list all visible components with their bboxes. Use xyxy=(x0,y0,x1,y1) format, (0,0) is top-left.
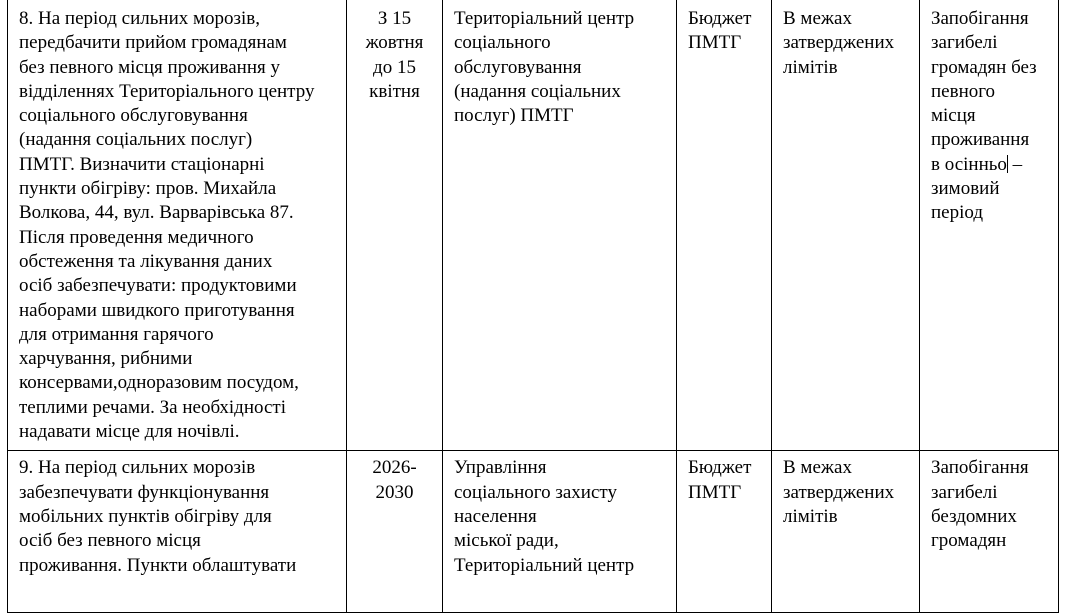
term-cell: З 15 жовтня до 15 квітня xyxy=(347,0,443,451)
table-row xyxy=(8,451,1059,613)
expected-result-text-part-2: – зимовий період xyxy=(931,153,1023,224)
measure-cell: 8. На період сильних морозів, передбачити прийом громадянам без певного місця проживання у відділеннях Територіального центру соціального обслуговування (надання соціальних послуг) ПМТГ. Визначити стаціонарні пункти обігріву: пров. Михайла Волкова, 44, вул. Варварівська 87. Після проведення медичного обстеження та лікування даних осіб забезпечувати: продуктовими наборами швидкого приготування для отримання гарячого харчування, рибними консервами,одноразовим посудом, теплими речами. За необхідності надавати місце для ночівлі. xyxy=(8,0,347,451)
executor-cell: Територіальний центр соціального обслуговування (надання соціальних послуг) ПМТГ xyxy=(443,0,677,451)
measure-cell: 9. На період сильних морозів забезпечувати функціонування мобільних пунктів обігріву для осіб без певного місця проживання. Пункти облаштувати xyxy=(8,451,347,613)
funding-source-cell: Бюджет ПМТГ xyxy=(677,0,772,451)
funding-amount-cell: В межах затверджених лімітів xyxy=(772,451,920,613)
measures-table xyxy=(7,0,1059,613)
funding-amount-cell: В межах затверджених лімітів xyxy=(772,0,920,451)
table-row xyxy=(8,0,1059,451)
expected-result-cell: Запобігання загибелі бездомних громадян xyxy=(920,451,1059,613)
expected-result-cell xyxy=(920,0,1059,451)
executor-cell: Управління соціального захисту населення міської ради, Територіальний центр xyxy=(443,451,677,613)
funding-source-cell: Бюджет ПМТГ xyxy=(677,451,772,613)
expected-result-text-part-1: Запобігання загибелі громадян без певного місця проживання в осінньо xyxy=(931,8,1037,175)
term-cell: 2026- 2030 xyxy=(347,451,443,613)
